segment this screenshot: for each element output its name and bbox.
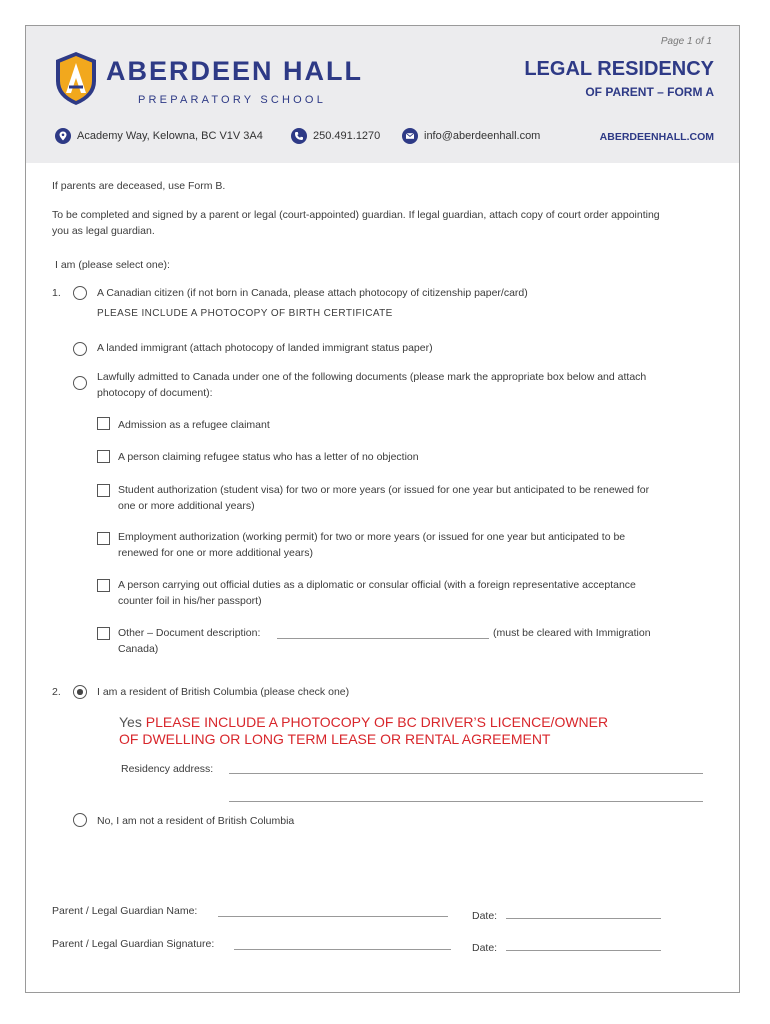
section-1-number: 1. (52, 287, 61, 299)
residency-address-field-2[interactable] (229, 801, 703, 802)
immigration-clearance-note-2: Canada) (118, 643, 159, 655)
name-date-label: Date: (472, 910, 498, 922)
form-subtitle: OF PARENT – FORM A (585, 85, 714, 99)
instructions-line-2: you as legal guardian. (52, 225, 155, 237)
bc-resident-radio[interactable] (73, 685, 87, 699)
no-objection-label: A person claiming refugee status who has a letter of no objection (118, 451, 419, 463)
school-subtitle: PREPARATORY SCHOOL (138, 94, 327, 106)
page-number: Page 1 of 1 (660, 36, 712, 47)
lawfully-admitted-label-2: photocopy of document): (97, 387, 213, 399)
bc-resident-question: I am a resident of British Columbia (please check one) (97, 686, 350, 698)
diplomatic-official-label-1: A person carrying out official duties as a diplomatic or consular official (with a foreign representative acceptance (118, 579, 636, 591)
signature-date-field[interactable] (506, 950, 661, 951)
guardian-name-label: Parent / Legal Guardian Name: (52, 905, 198, 917)
employment-authorization-checkbox[interactable] (97, 532, 110, 545)
form-page (25, 25, 740, 993)
yes-note-line-1 (119, 714, 608, 731)
yes-note-text-1: PLEASE INCLUDE A PHOTOCOPY OF BC DRIVER’S LICENCE/OWNER (145, 714, 609, 730)
school-shield-logo (55, 51, 97, 106)
email-icon (402, 128, 418, 144)
not-bc-resident-radio[interactable] (73, 813, 87, 827)
citizen-label: A Canadian citizen (if not born in Canada, please attach photocopy of citizenship paper/card) (97, 287, 528, 299)
residency-address-label: Residency address: (121, 763, 214, 775)
name-date-field[interactable] (506, 918, 661, 919)
student-authorization-checkbox[interactable] (97, 484, 110, 497)
form-title: LEGAL RESIDENCY (524, 58, 714, 80)
guardian-signature-label: Parent / Legal Guardian Signature: (52, 938, 215, 950)
diplomatic-official-label-2: counter foil in his/her passport) (118, 595, 262, 607)
address-text: Academy Way, Kelowna, BC V1V 3A4 (77, 130, 263, 142)
landed-immigrant-radio[interactable] (73, 342, 87, 356)
email-contact[interactable] (402, 128, 540, 144)
form-header (26, 26, 739, 163)
phone-contact (291, 128, 380, 144)
signature-date-label: Date: (472, 942, 498, 954)
landed-immigrant-label: A landed immigrant (attach photocopy of landed immigrant status paper) (97, 342, 433, 354)
not-bc-resident-label: No, I am not a resident of British Columbia (97, 815, 295, 827)
lawfully-admitted-label-1: Lawfully admitted to Canada under one of the following documents (please mark the appropriate box below and attach (97, 371, 647, 383)
website-link[interactable]: ABERDEENHALL.COM (599, 131, 714, 143)
instructions-line-1: To be completed and signed by a parent or legal (court-appointed) guardian. If legal guardian, attach copy of court order appointing (52, 209, 660, 221)
email-text[interactable]: info@aberdeenhall.com (424, 130, 541, 142)
guardian-signature-field[interactable] (234, 949, 451, 950)
diplomatic-official-checkbox[interactable] (97, 579, 110, 592)
phone-icon (291, 128, 307, 144)
other-document-checkbox[interactable] (97, 627, 110, 640)
deceased-note: If parents are deceased, use Form B. (52, 180, 226, 192)
citizen-radio[interactable] (73, 286, 87, 300)
yes-note-line-2: OF DWELLING OR LONG TERM LEASE OR RENTAL AGREEMENT (119, 731, 551, 747)
refugee-claimant-label: Admission as a refugee claimant (118, 419, 270, 431)
refugee-claimant-checkbox[interactable] (97, 417, 110, 430)
birth-certificate-note: PLEASE INCLUDE A PHOTOCOPY OF BIRTH CERTIFICATE (97, 308, 393, 319)
lawfully-admitted-radio[interactable] (73, 376, 87, 390)
school-name: ABERDEEN HALL (106, 56, 364, 86)
section-2-number: 2. (52, 686, 61, 698)
other-document-label: Other – Document description: (118, 627, 261, 639)
address-contact (55, 128, 263, 144)
student-authorization-label-2: one or more additional years) (118, 500, 255, 512)
phone-text: 250.491.1270 (313, 130, 381, 142)
residency-address-field-1[interactable] (229, 773, 703, 774)
no-objection-checkbox[interactable] (97, 450, 110, 463)
other-document-description-field[interactable] (277, 638, 489, 639)
location-pin-icon (55, 128, 71, 144)
immigration-clearance-note: (must be cleared with Immigration (493, 627, 651, 639)
employment-authorization-label-2: renewed for one or more additional years) (118, 547, 313, 559)
yes-label: Yes (119, 714, 142, 730)
guardian-name-field[interactable] (218, 916, 448, 917)
student-authorization-label-1: Student authorization (student visa) for two or more years (or issued for one year but anticipated to be renewed for (118, 484, 650, 496)
employment-authorization-label-1: Employment authorization (working permit) for two or more years (or issued for one year but anticipated to be (118, 531, 626, 543)
select-one-prompt: I am (please select one): (55, 259, 170, 271)
